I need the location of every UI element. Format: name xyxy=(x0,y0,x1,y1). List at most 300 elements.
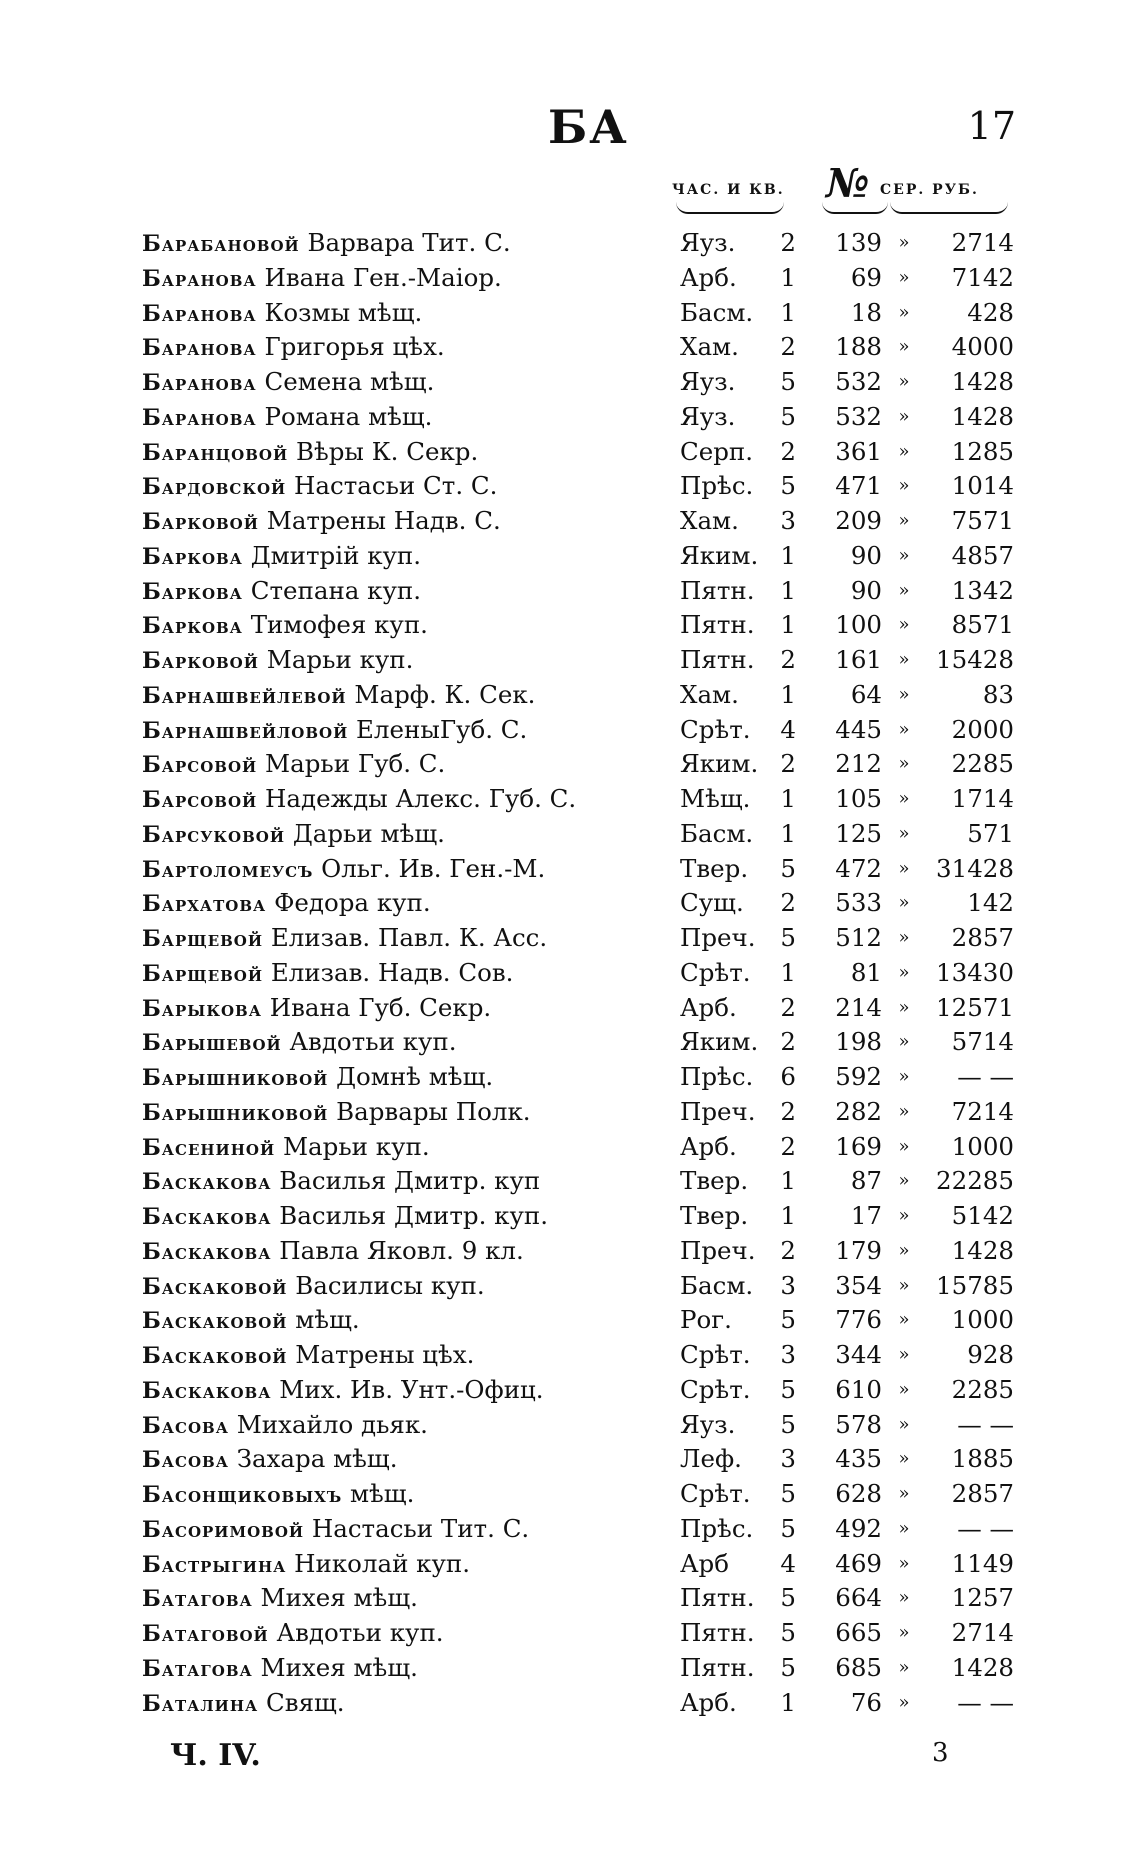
entry-separator: » xyxy=(898,857,910,879)
entry-surname: Баранова xyxy=(142,300,257,327)
entry-surname: Бартоломеусъ xyxy=(142,856,314,883)
entry-separator: » xyxy=(898,927,910,948)
entry-part: Яуз. xyxy=(680,228,736,257)
entry-number: 472 xyxy=(835,853,882,883)
entry-surname: Барышевой xyxy=(142,1030,282,1057)
entry-list xyxy=(0,226,1140,1720)
entry-part: Арб xyxy=(680,1548,729,1578)
list-item xyxy=(0,1686,1140,1721)
entry-quarter: 5 xyxy=(780,853,796,883)
entry-part: Пятн. xyxy=(680,1583,755,1613)
entry-part: Срѣт. xyxy=(680,957,751,987)
entry-number: 664 xyxy=(835,1583,882,1613)
list-item xyxy=(0,261,1140,296)
entry-name xyxy=(142,1234,672,1270)
entry-part: Пятн. xyxy=(680,610,755,640)
entry-separator: » xyxy=(898,405,910,427)
entry-part: Рог. xyxy=(680,1305,732,1335)
entry-details: Вѣры К. Секр. xyxy=(295,436,479,466)
entry-separator: » xyxy=(898,371,910,392)
entry-surname: Баскаковой xyxy=(142,1273,288,1300)
entry-separator: » xyxy=(898,579,910,601)
entry-details: Ивана Ген.-Маіор. xyxy=(264,262,502,292)
entry-number: 533 xyxy=(835,888,882,918)
entry-quarter: 1 xyxy=(780,262,796,292)
entry-separator: » xyxy=(898,1066,910,1087)
list-item xyxy=(0,1338,1140,1373)
entry-details: Степана куп. xyxy=(250,575,422,605)
entry-name xyxy=(142,1060,672,1096)
entry-surname: Баскакова xyxy=(142,1204,272,1230)
entry-details: Захара мѣщ. xyxy=(236,1444,398,1474)
entry-name xyxy=(142,400,672,436)
entry-price: 2285 xyxy=(951,749,1014,779)
entry-surname: Баркова xyxy=(142,578,243,605)
entry-details: ЕленыГуб. С. xyxy=(356,714,528,744)
entry-surname: Баскакова xyxy=(142,1377,272,1404)
entry-price: 8571 xyxy=(951,610,1014,640)
entry-surname: Басова xyxy=(142,1412,229,1439)
entry-surname: Барышниковой xyxy=(142,1065,329,1091)
entry-number: 214 xyxy=(835,992,882,1022)
list-item xyxy=(0,1616,1140,1651)
entry-separator: » xyxy=(898,649,910,670)
entry-quarter: 1 xyxy=(780,818,796,848)
entry-price: — — xyxy=(957,1687,1014,1717)
entry-details: Авдотьи куп. xyxy=(289,1027,457,1057)
entry-name xyxy=(142,643,672,679)
signature-mark: 3 xyxy=(932,1738,949,1768)
entry-separator: » xyxy=(898,544,910,566)
entry-separator: » xyxy=(898,961,910,983)
entry-price: — — xyxy=(957,1062,1014,1091)
entry-name xyxy=(142,469,672,505)
brace-part xyxy=(676,202,784,214)
entry-details: Марьи куп. xyxy=(266,645,414,674)
entry-price: 1428 xyxy=(951,1652,1014,1682)
entry-name xyxy=(142,330,672,366)
entry-price: 5142 xyxy=(951,1201,1014,1230)
entry-price: 2285 xyxy=(951,1374,1014,1404)
entry-separator: » xyxy=(898,718,910,740)
entry-part: Яким. xyxy=(680,749,759,779)
entry-number: 592 xyxy=(835,1062,882,1091)
entry-part: Пятн. xyxy=(680,645,755,674)
entry-price: 2714 xyxy=(951,228,1014,257)
entry-quarter: 5 xyxy=(780,1513,796,1543)
list-item xyxy=(0,1269,1140,1304)
entry-part: Преч. xyxy=(680,923,756,952)
entry-name xyxy=(142,1581,672,1617)
entry-quarter: 1 xyxy=(780,1687,796,1717)
entry-quarter: 1 xyxy=(780,679,796,709)
entry-price: 1342 xyxy=(951,575,1014,605)
entry-quarter: 6 xyxy=(780,1062,796,1091)
entry-details: Елизав. Надв. Сов. xyxy=(270,957,514,987)
entry-part: Сущ. xyxy=(680,888,744,918)
entry-name xyxy=(142,852,672,888)
entry-separator: » xyxy=(898,1205,910,1226)
entry-quarter: 2 xyxy=(780,992,796,1022)
entry-quarter: 4 xyxy=(780,714,796,744)
entry-details: Григорья цѣх. xyxy=(264,332,445,362)
entry-details: Мих. Ив. Унт.-Офиц. xyxy=(279,1374,544,1404)
page-number: 17 xyxy=(967,104,1016,148)
entry-quarter: 2 xyxy=(780,1235,796,1265)
entry-surname: Барщевой xyxy=(142,960,264,987)
column-header-price: СЕР. РУБ. xyxy=(880,182,979,198)
list-item xyxy=(0,365,1140,400)
list-item xyxy=(0,1095,1140,1130)
entry-number: 471 xyxy=(835,471,882,501)
entry-number: 179 xyxy=(835,1235,882,1265)
entry-name xyxy=(142,1442,672,1478)
entry-price: 571 xyxy=(967,818,1014,848)
entry-price: 4000 xyxy=(951,332,1014,362)
entry-surname: Баскакова xyxy=(142,1238,272,1265)
entry-surname: Батагова xyxy=(142,1586,253,1613)
entry-name xyxy=(142,261,672,297)
entry-number: 188 xyxy=(835,332,882,362)
entry-number: 169 xyxy=(835,1131,882,1161)
entry-surname: Басонщиковыхъ xyxy=(142,1482,343,1508)
entry-separator: » xyxy=(898,1448,910,1470)
entry-price: 2000 xyxy=(951,714,1014,744)
entry-quarter: 1 xyxy=(780,540,796,570)
list-item xyxy=(0,1199,1140,1234)
entry-quarter: 1 xyxy=(780,784,796,813)
entry-price: 7571 xyxy=(951,506,1014,535)
list-item xyxy=(0,1130,1140,1165)
list-item xyxy=(0,1581,1140,1616)
entry-quarter: 2 xyxy=(780,436,796,466)
entry-surname: Баранова xyxy=(142,265,257,292)
entry-separator: » xyxy=(898,1517,910,1539)
brace-price xyxy=(890,202,1008,214)
entry-name xyxy=(142,1547,672,1583)
entry-quarter: 2 xyxy=(780,749,796,779)
entry-details: Михайло дьяк. xyxy=(236,1409,428,1439)
entry-separator: » xyxy=(898,1239,910,1261)
entry-name xyxy=(142,1269,672,1305)
entry-price: 1014 xyxy=(951,471,1014,501)
entry-details: Василисы куп. xyxy=(295,1270,485,1300)
entry-name xyxy=(142,678,672,714)
entry-price: 928 xyxy=(967,1340,1014,1369)
entry-price: 83 xyxy=(982,679,1014,709)
entry-quarter: 5 xyxy=(780,923,796,952)
entry-number: 610 xyxy=(835,1374,882,1404)
entry-number: 776 xyxy=(835,1305,882,1335)
list-item xyxy=(0,1651,1140,1686)
entry-part: Серп. xyxy=(680,436,754,466)
entry-part: Арб. xyxy=(680,1131,737,1161)
entry-number: 628 xyxy=(835,1479,882,1508)
entry-details: Настасьи Тит. С. xyxy=(311,1513,530,1543)
list-item xyxy=(0,435,1140,470)
list-item xyxy=(0,1373,1140,1408)
entry-details: Настасьи Ст. С. xyxy=(294,471,498,501)
entry-name xyxy=(142,539,672,575)
entry-part: Басм. xyxy=(680,818,754,848)
entry-details: Елизав. Павл. К. Асс. xyxy=(270,923,548,952)
entry-details: Василья Дмитр. куп. xyxy=(279,1201,549,1230)
entry-surname: Баскаковой xyxy=(142,1343,288,1369)
entry-part: Арб. xyxy=(680,992,737,1022)
entry-surname: Барсовой xyxy=(142,787,258,813)
entry-part: Хам. xyxy=(680,332,739,362)
entry-surname: Баранова xyxy=(142,370,257,396)
entry-details: Михея мѣщ. xyxy=(260,1652,418,1682)
entry-number: 198 xyxy=(835,1027,882,1057)
list-item xyxy=(0,643,1140,678)
entry-number: 435 xyxy=(835,1444,882,1474)
entry-details: Матрены Надв. С. xyxy=(266,506,501,535)
entry-quarter: 5 xyxy=(780,1652,796,1682)
entry-separator: » xyxy=(898,336,910,358)
entry-name xyxy=(142,1373,672,1409)
entry-name xyxy=(142,1025,672,1061)
entry-details: мѣщ. xyxy=(349,1479,415,1508)
entry-price: 4857 xyxy=(951,540,1014,570)
entry-name xyxy=(142,1651,672,1687)
entry-number: 17 xyxy=(850,1201,882,1230)
entry-quarter: 1 xyxy=(780,957,796,987)
list-item xyxy=(0,400,1140,435)
entry-number: 105 xyxy=(835,784,882,813)
list-item xyxy=(0,886,1140,921)
entry-name xyxy=(142,1164,672,1200)
entry-surname: Барсуковой xyxy=(142,821,286,848)
entry-part: Яуз. xyxy=(680,401,736,431)
list-item xyxy=(0,1512,1140,1547)
entry-price: 1285 xyxy=(951,436,1014,466)
entry-part: Яким. xyxy=(680,540,759,570)
entry-separator: » xyxy=(898,1309,910,1331)
entry-details: Дарьи мѣщ. xyxy=(292,818,445,848)
entry-part: Яуз. xyxy=(680,1409,736,1439)
entry-number: 354 xyxy=(835,1270,882,1300)
entry-details: Семена мѣщ. xyxy=(264,367,435,396)
entry-number: 445 xyxy=(835,714,882,744)
entry-number: 90 xyxy=(850,540,882,570)
entry-quarter: 2 xyxy=(780,1131,796,1161)
entry-quarter: 2 xyxy=(780,228,796,257)
entry-quarter: 5 xyxy=(780,1479,796,1508)
entry-separator: » xyxy=(898,1656,910,1678)
entry-separator: » xyxy=(898,753,910,775)
list-item xyxy=(0,296,1140,331)
list-item xyxy=(0,921,1140,956)
column-header-number: № xyxy=(826,160,870,207)
entry-part: Мѣщ. xyxy=(680,784,751,813)
entry-price: 1428 xyxy=(951,401,1014,431)
entry-name xyxy=(142,1477,672,1513)
entry-quarter: 3 xyxy=(780,1340,796,1369)
entry-quarter: 5 xyxy=(780,1583,796,1613)
entry-part: Пятн. xyxy=(680,1652,755,1682)
entry-name xyxy=(142,956,672,992)
entry-part: Яким. xyxy=(680,1027,759,1057)
entry-price: 2714 xyxy=(951,1618,1014,1647)
entry-quarter: 1 xyxy=(780,610,796,640)
entry-name xyxy=(142,1512,672,1548)
entry-part: Срѣт. xyxy=(680,714,751,744)
entry-separator: » xyxy=(898,232,910,253)
entry-name xyxy=(142,991,672,1027)
entry-quarter: 4 xyxy=(780,1548,796,1578)
entry-name xyxy=(142,1686,672,1722)
entry-part: Прѣс. xyxy=(680,471,754,501)
entry-surname: Бастрыгина xyxy=(142,1551,287,1578)
entry-separator: » xyxy=(898,822,910,844)
list-item xyxy=(0,504,1140,539)
entry-name xyxy=(142,296,672,332)
brace-number xyxy=(822,202,888,214)
entry-surname: Бархатова xyxy=(142,891,267,918)
entry-price: 142 xyxy=(967,888,1014,918)
entry-price: 15785 xyxy=(936,1270,1014,1300)
entry-separator: » xyxy=(898,1100,910,1122)
entry-surname: Барсовой xyxy=(142,752,258,779)
running-head xyxy=(0,100,1140,160)
entry-details: Ольг. Ив. Ген.-М. xyxy=(321,853,546,883)
entry-surname: Барнашвейловой xyxy=(142,717,349,744)
entry-surname: Барнашвейлевой xyxy=(142,682,347,709)
entry-part: Прѣс. xyxy=(680,1513,754,1543)
entry-part: Срѣт. xyxy=(680,1479,751,1508)
entry-surname: Басова xyxy=(142,1447,229,1474)
entry-name xyxy=(142,1338,672,1374)
list-item xyxy=(0,1234,1140,1269)
entry-part: Пятн. xyxy=(680,575,755,605)
entry-separator: » xyxy=(898,1413,910,1435)
entry-surname: Баранова xyxy=(142,335,257,362)
entry-number: 69 xyxy=(850,262,882,292)
entry-part: Арб. xyxy=(680,262,737,292)
entry-part: Твер. xyxy=(680,853,749,883)
entry-number: 212 xyxy=(835,749,882,779)
entry-surname: Барабановой xyxy=(142,231,300,257)
entry-separator: » xyxy=(898,1622,910,1643)
entry-part: Басм. xyxy=(680,1270,754,1300)
list-item xyxy=(0,1025,1140,1060)
list-item xyxy=(0,1477,1140,1512)
entry-surname: Баркова xyxy=(142,613,243,640)
entry-name xyxy=(142,782,672,818)
entry-number: 361 xyxy=(835,436,882,466)
entry-separator: » xyxy=(898,440,910,462)
entry-price: 7214 xyxy=(951,1096,1014,1126)
entry-price: 31428 xyxy=(936,853,1014,883)
entry-price: 15428 xyxy=(936,645,1014,674)
entry-details: Варвары Полк. xyxy=(336,1096,531,1126)
entry-price: 7142 xyxy=(951,262,1014,292)
entry-quarter: 2 xyxy=(780,888,796,918)
entry-name xyxy=(142,226,672,262)
entry-surname: Басоримовой xyxy=(142,1516,305,1543)
list-item xyxy=(0,226,1140,261)
entry-quarter: 1 xyxy=(780,575,796,605)
entry-name xyxy=(142,574,672,610)
entry-part: Хам. xyxy=(680,679,739,709)
entry-surname: Батаговой xyxy=(142,1621,269,1647)
entry-details: Романа мѣщ. xyxy=(264,401,433,431)
entry-price: — — xyxy=(957,1409,1014,1439)
entry-details: Козмы мѣщ. xyxy=(264,297,423,327)
entry-details: Николай куп. xyxy=(294,1548,471,1578)
list-item xyxy=(0,747,1140,782)
entry-number: 685 xyxy=(835,1652,882,1682)
entry-details: Тимофея куп. xyxy=(250,610,428,640)
entry-details: Марьи Губ. С. xyxy=(265,749,446,779)
entry-quarter: 3 xyxy=(780,506,796,535)
list-item xyxy=(0,1442,1140,1477)
entry-quarter: 5 xyxy=(780,367,796,396)
entry-name xyxy=(142,747,672,783)
entry-details: Марф. К. Сек. xyxy=(354,679,536,709)
entry-number: 512 xyxy=(835,923,882,952)
entry-separator: » xyxy=(898,1378,910,1400)
entry-details: Матрены цѣх. xyxy=(295,1340,475,1369)
list-item xyxy=(0,817,1140,852)
column-header-part: ЧАС. И КВ. xyxy=(672,182,785,198)
entry-separator: » xyxy=(898,475,910,497)
entry-part: Леф. xyxy=(680,1444,742,1474)
list-item xyxy=(0,539,1140,574)
entry-number: 100 xyxy=(835,610,882,640)
entry-surname: Баскакова xyxy=(142,1169,272,1196)
entry-price: 12571 xyxy=(936,992,1014,1022)
entry-separator: » xyxy=(898,1691,910,1713)
entry-name xyxy=(142,886,672,922)
entry-details: Домнѣ мѣщ. xyxy=(336,1062,494,1091)
entry-quarter: 3 xyxy=(780,1444,796,1474)
list-item xyxy=(0,852,1140,887)
entry-price: — — xyxy=(957,1513,1014,1543)
entry-number: 492 xyxy=(835,1513,882,1543)
entry-separator: » xyxy=(898,614,910,636)
entry-number: 344 xyxy=(835,1340,882,1369)
list-item xyxy=(0,1060,1140,1095)
entry-quarter: 1 xyxy=(780,297,796,327)
entry-part: Твер. xyxy=(680,1201,749,1230)
entry-quarter: 1 xyxy=(780,1166,796,1196)
entry-number: 578 xyxy=(835,1409,882,1439)
entry-number: 76 xyxy=(850,1687,882,1717)
entry-separator: » xyxy=(898,1170,910,1192)
entry-number: 90 xyxy=(850,575,882,605)
entry-price: 2857 xyxy=(951,1479,1014,1508)
entry-number: 532 xyxy=(835,401,882,431)
entry-name xyxy=(142,608,672,644)
entry-quarter: 5 xyxy=(780,1409,796,1439)
list-item xyxy=(0,991,1140,1026)
entry-price: 2857 xyxy=(951,923,1014,952)
entry-name xyxy=(142,1616,672,1652)
page-footer xyxy=(0,1738,1140,1778)
entry-separator: » xyxy=(898,1344,910,1365)
entry-quarter: 1 xyxy=(780,1201,796,1230)
entry-details: Павла Яковл. 9 кл. xyxy=(279,1235,524,1265)
entry-surname: Баранова xyxy=(142,404,257,431)
entry-quarter: 2 xyxy=(780,332,796,362)
entry-price: 1257 xyxy=(951,1583,1014,1613)
entry-separator: » xyxy=(898,1587,910,1609)
entry-separator: » xyxy=(898,683,910,705)
entry-price: 22285 xyxy=(936,1166,1014,1196)
list-item xyxy=(0,574,1140,609)
